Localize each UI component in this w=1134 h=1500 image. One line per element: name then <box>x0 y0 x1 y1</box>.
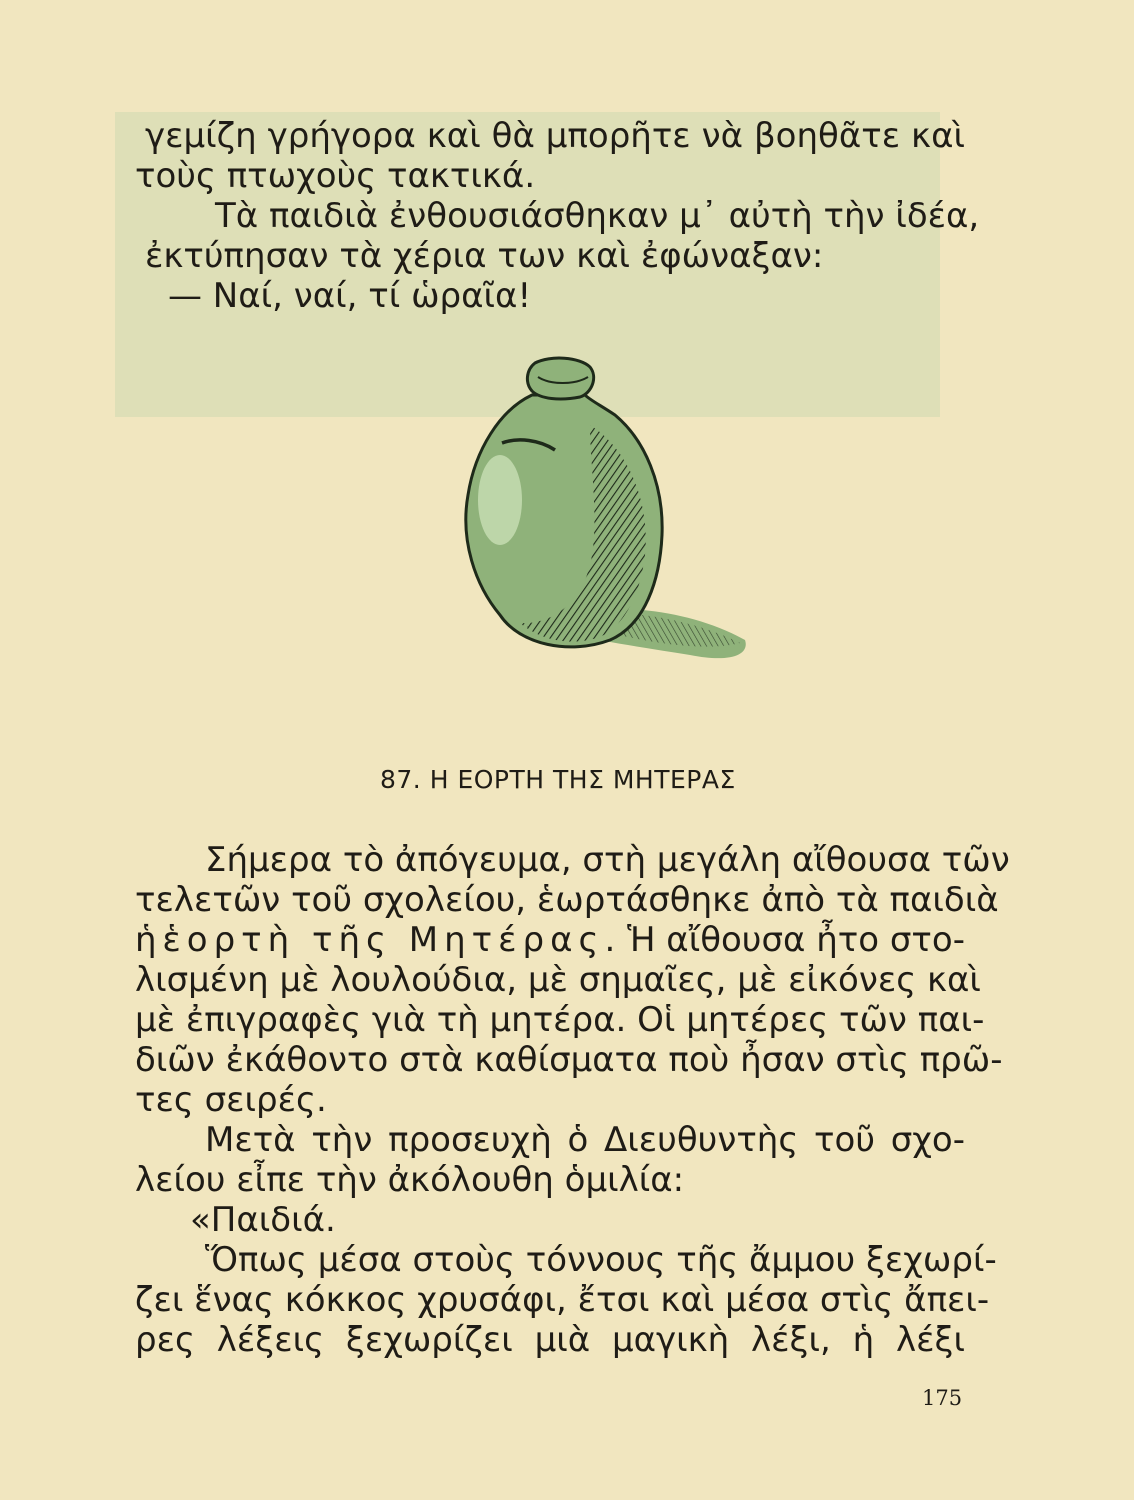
text-line: — Ναί, ναί, τί ὡραῖα! <box>168 276 532 316</box>
text-line <box>135 920 965 960</box>
text-line: τοὺς πτωχοὺς τακτικά. <box>135 156 536 196</box>
chapter-heading: 87. Η ΕΟΡΤΗ ΤΗΣ ΜΗΤΕΡΑΣ <box>380 765 736 794</box>
text-line: Μετὰ τὴν προσευχὴ ὁ Διευθυντὴς τοῦ σχο- <box>205 1120 965 1160</box>
text-line: γεμίζη γρήγορα καὶ θὰ μπορῆτε νὰ βοηθᾶτε καὶ <box>145 116 965 156</box>
piggy-bank-illustration <box>440 355 760 685</box>
text-line: «Παιδιά. <box>190 1200 336 1240</box>
text-fragment: ἡ <box>135 920 157 960</box>
text-line: Τὰ παιδιὰ ἐνθουσιάσθηκαν μ᾽ αὐτὴ τὴν ἰδέα, <box>215 196 980 236</box>
text-fragment: Ἡ αἴθουσα ἦτο στο- <box>627 920 965 960</box>
text-line: ζει ἕνας κόκκος χρυσάφι, ἔτσι καὶ μέσα στὶς ἄπει- <box>135 1280 990 1320</box>
text-line: Σήμερα τὸ ἀπόγευμα, στὴ μεγάλη αἴθουσα τῶν <box>205 840 1010 880</box>
emphasized-phrase: ἑορτὴ τῆς Μητέρας. <box>162 920 622 960</box>
text-line: λείου εἶπε τὴν ἀκόλουθη ὁμιλία: <box>135 1160 685 1200</box>
text-line: τελετῶν τοῦ σχολείου, ἑωρτάσθηκε ἀπὸ τὰ παιδιὰ <box>135 880 999 920</box>
text-line: διῶν ἐκάθοντο στὰ καθίσματα ποὺ ἦσαν στὶς πρῶ- <box>135 1040 1003 1080</box>
text-line: ἐκτύπησαν τὰ χέρια των καὶ ἐφώναξαν: <box>145 236 824 276</box>
text-line: λισμένη μὲ λουλούδια, μὲ σημαῖες, μὲ εἰκόνες καὶ <box>135 960 981 1000</box>
text-line: τες σειρές. <box>135 1080 327 1120</box>
text-line: ρες λέξεις ξεχωρίζει μιὰ μαγικὴ λέξι, ἡ λέξι <box>135 1320 965 1360</box>
text-line: μὲ ἐπιγραφὲς γιὰ τὴ μητέρα. Οἱ μητέρες τῶν παι- <box>135 1000 985 1040</box>
text-line: Ὅπως μέσα στοὺς τόννους τῆς ἄμμου ξεχωρί- <box>205 1240 997 1280</box>
clay-piggy-bank-icon <box>440 355 760 685</box>
page-number: 175 <box>922 1386 963 1410</box>
